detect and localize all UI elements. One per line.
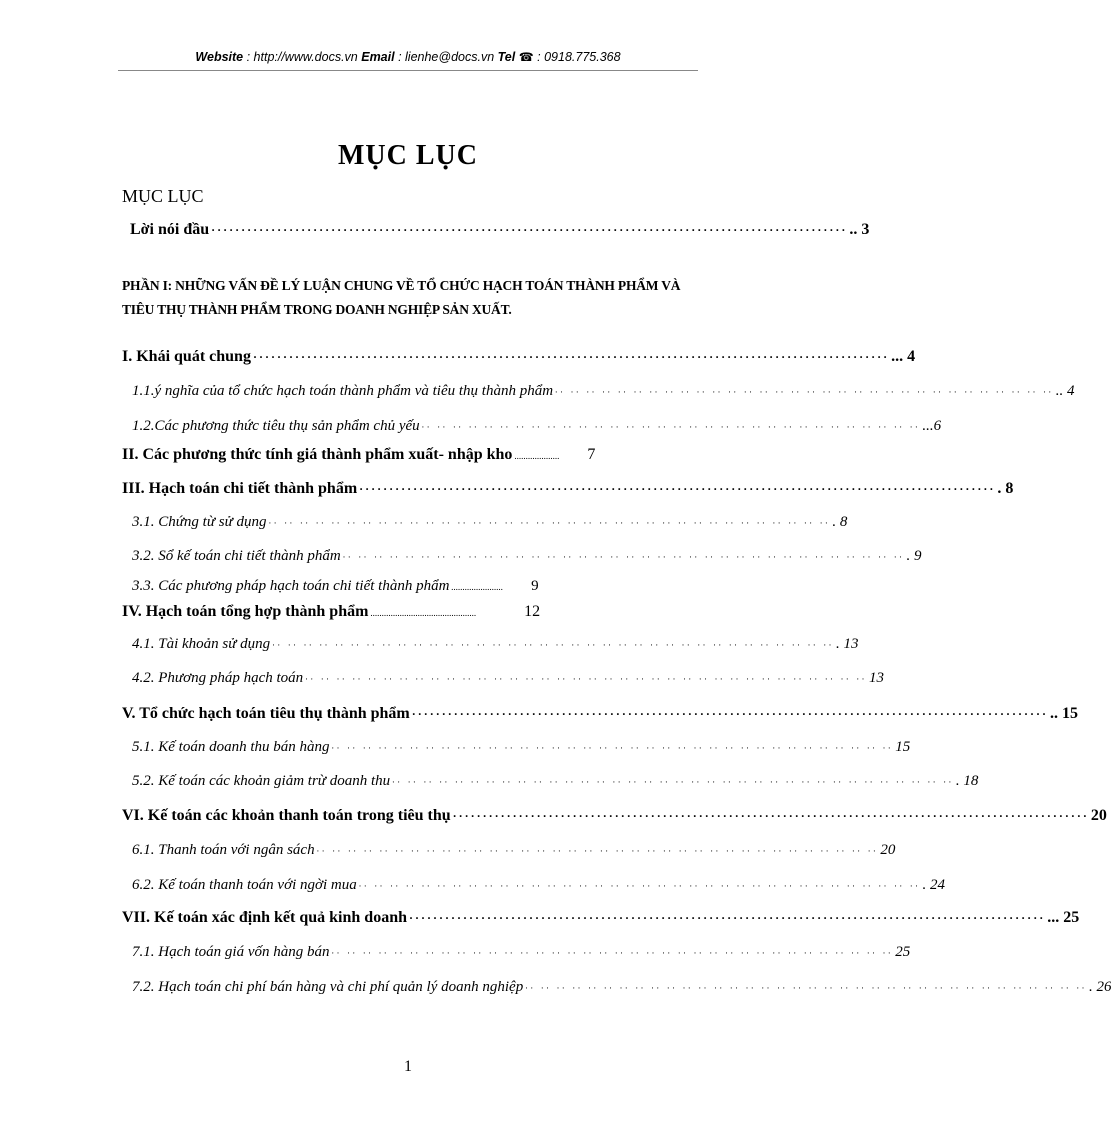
toc-leader: ·· ·· ·· ·· ·· ·· ·· ·· ·· ·· ·· ·· ·· ·· ·· ·· ·· ·· ·· ·· ·· ·· ·· ·· ·· ·· ·· ·· ·· ·· ·· ·· ·· ·· ·· ·· xyxy=(331,948,894,958)
toc-leader: ·········································································································· xyxy=(211,223,848,237)
website-value: : http://www.docs.vn xyxy=(243,50,362,64)
toc-entry-text: III. Hạch toán chi tiết thành phẩm xyxy=(122,480,358,497)
toc-entry-section-2[interactable] xyxy=(122,443,692,467)
email-label: Email xyxy=(361,50,395,64)
toc-leader: ............................................... xyxy=(370,608,477,618)
toc-entry-4-2[interactable] xyxy=(132,666,884,690)
phone-icon: ☎ xyxy=(518,50,534,64)
toc-leader: ·· ·· ·· ·· ·· ·· ·· ·· ·· ·· ·· ·· ·· ·· ·· ·· ·· ·· ·· ·· ·· ·· ·· ·· ·· ·· ·· ·· ·· ·· ·· ·· ·· ·· ·· ·· xyxy=(342,552,905,562)
toc-entry-text: 1.2.Các phương thức tiêu thụ sản phẩm chủ yếu xyxy=(132,418,420,434)
toc-entry-section-3[interactable] xyxy=(122,477,1014,501)
toc-entry-page: . 9 xyxy=(906,548,922,564)
toc-entry-6-2[interactable] xyxy=(132,873,946,897)
page-header xyxy=(118,50,698,64)
tel-value: : 0918.775.368 xyxy=(533,50,621,64)
toc-entry-text: 3.2. Sổ kế toán chi tiết thành phẩm xyxy=(132,548,341,564)
toc-entry-text: 5.2. Kế toán các khoản giảm trừ doanh thu xyxy=(132,773,391,789)
toc-entry-page: 20 xyxy=(880,842,896,858)
toc-entry-text: 3.3. Các phương pháp hạch toán chi tiết thành phẩm xyxy=(132,578,450,594)
toc-entry-7-1[interactable] xyxy=(132,940,911,964)
toc-leader: ·· ·· ·· ·· ·· ·· ·· ·· ·· ·· ·· ·· ·· ·· ·· ·· ·· ·· ·· ·· ·· ·· ·· ·· ·· ·· ·· ·· ·· ·· ·· ·· ·· ·· ·· ·· xyxy=(272,640,834,650)
toc-leader: ·········································································································· xyxy=(408,911,1046,925)
toc-entry-text: V. Tổ chức hạch toán tiêu thụ thành phẩm xyxy=(122,705,410,722)
toc-entry-text: 5.1. Kế toán doanh thu bán hàng xyxy=(132,739,330,755)
email-value: : lienhe@docs.vn xyxy=(394,50,498,64)
toc-entry-section-1[interactable] xyxy=(122,345,916,369)
toc-entry-text: 3.1. Chứng từ sử dụng xyxy=(132,514,267,530)
toc-leader: .................... xyxy=(514,451,560,461)
toc-entry-page: 12 xyxy=(524,603,541,620)
toc-entry-1-1[interactable] xyxy=(132,379,1075,403)
toc-leader: ·········································································································· xyxy=(411,707,1048,721)
toc-leader: ·········································································································· xyxy=(452,809,1089,823)
toc-entry-page: 25 xyxy=(895,944,911,960)
toc-entry-page: . 8 xyxy=(832,514,848,530)
header-divider xyxy=(118,70,698,71)
toc-entry-text: II. Các phương thức tính giá thành phẩm xuất- nhập kho xyxy=(122,446,513,463)
toc-leader: ·· ·· ·· ·· ·· ·· ·· ·· ·· ·· ·· ·· ·· ·· ·· ·· ·· ·· ·· ·· ·· ·· ·· ·· ·· ·· ·· ·· ·· ·· ·· ·· xyxy=(421,422,921,432)
toc-leader: ....................... xyxy=(451,582,504,592)
toc-entry-5-2[interactable] xyxy=(132,769,979,793)
toc-entry-text: 4.2. Phương pháp hạch toán xyxy=(132,670,304,686)
website-label: Website xyxy=(195,50,244,64)
toc-entry-page: .. 3 xyxy=(849,221,870,238)
toc-entry-text: Lời nói đầu xyxy=(130,221,210,238)
toc-entry-page: . 8 xyxy=(997,480,1014,497)
toc-entry-4-1[interactable] xyxy=(132,632,859,656)
toc-leader: ·· ·· ·· ·· ·· ·· ·· ·· ·· ·· ·· ·· ·· ·· ·· ·· ·· ·· ·· ·· ·· ·· ·· ·· ·· ·· ·· ·· ·· ·· ·· ·· ·· ·· ·· ·· xyxy=(305,674,867,684)
toc-entry-page: 13 xyxy=(868,670,884,686)
toc-entry-page: 7 xyxy=(587,446,596,463)
toc-entry-3-3[interactable] xyxy=(132,574,692,598)
toc-entry-page: . 26 xyxy=(1088,979,1111,995)
toc-entry-page: ...6 xyxy=(922,418,942,434)
tel-label: Tel xyxy=(497,50,516,64)
toc-entry-5-1[interactable] xyxy=(132,735,911,759)
toc-leader: ·· ·· ·· ·· ·· ·· ·· ·· ·· ·· ·· ·· ·· ·· ·· ·· ·· ·· ·· ·· ·· ·· ·· ·· ·· ·· ·· ·· ·· ·· ·· ·· ·· ·· ·· ·· xyxy=(331,743,894,753)
toc-leader: ·· ·· ·· ·· ·· ·· ·· ·· ·· ·· ·· ·· ·· ·· ·· ·· ·· ·· ·· ·· ·· ·· ·· ·· ·· ·· ·· ·· ·· ·· ·· ·· ·· ·· ·· ·· xyxy=(525,983,1087,993)
toc-leader: ·········································································································· xyxy=(359,482,996,496)
toc-entry-text: 7.1. Hạch toán giá vốn hàng bán xyxy=(132,944,330,960)
toc-entry-section-5[interactable] xyxy=(122,702,1078,726)
toc-leader: ·· ·· ·· ·· ·· ·· ·· ·· ·· ·· ·· ·· ·· ·· ·· ·· ·· ·· ·· ·· ·· ·· ·· ·· ·· ·· ·· ·· ·· ·· ·· ·· xyxy=(555,387,1054,397)
toc-entry-section-7[interactable] xyxy=(122,906,1080,930)
toc-leader: ·· ·· ·· ·· ·· ·· ·· ·· ·· ·· ·· ·· ·· ·· ·· ·· ·· ·· ·· ·· ·· ·· ·· ·· ·· ·· ·· ·· ·· ·· ·· ·· ·· ·· ·· ·· xyxy=(392,777,954,787)
toc-entry-text: 6.2. Kế toán thanh toán với ngời mua xyxy=(132,877,357,893)
toc-entry-page: 15 xyxy=(895,739,911,755)
toc-entry-text: 1.1.ý nghĩa của tổ chức hạch toán thành phẩm và tiêu thụ thành phẩm xyxy=(132,383,554,399)
toc-entry-text: VI. Kế toán các khoản thanh toán trong tiêu thụ xyxy=(122,807,451,824)
toc-entry-text: IV. Hạch toán tổng hợp thành phẩm xyxy=(122,603,369,620)
toc-leader: ·· ·· ·· ·· ·· ·· ·· ·· ·· ·· ·· ·· ·· ·· ·· ·· ·· ·· ·· ·· ·· ·· ·· ·· ·· ·· ·· ·· ·· ·· ·· ·· ·· ·· ·· ·· xyxy=(316,846,879,856)
toc-heading: MỤC LỤC xyxy=(122,186,204,206)
toc-entry-text: I. Khái quát chung xyxy=(122,348,251,365)
toc-leader: ·········································································································· xyxy=(252,350,890,364)
toc-entry-7-2[interactable] xyxy=(132,975,1111,999)
toc-entry-text: VII. Kế toán xác định kết quả kinh doanh xyxy=(122,909,407,926)
toc-entry-page: 20 xyxy=(1090,807,1107,824)
toc-entry-section-6[interactable] xyxy=(122,804,1107,828)
toc-entry-section-4[interactable] xyxy=(122,600,692,624)
toc-entry-page: ... 4 xyxy=(891,348,916,365)
toc-leader: ·· ·· ·· ·· ·· ·· ·· ·· ·· ·· ·· ·· ·· ·· ·· ·· ·· ·· ·· ·· ·· ·· ·· ·· ·· ·· ·· ·· ·· ·· ·· ·· ·· ·· ·· ·· xyxy=(268,518,831,528)
toc-entry-page: .. 4 xyxy=(1055,383,1075,399)
toc-entry-6-1[interactable] xyxy=(132,838,896,862)
toc-entry-page: .. 15 xyxy=(1049,705,1078,722)
part-heading: PHẦN I: NHỮNG VẤN ĐỀ LÝ LUẬN CHUNG VỀ TỔ CHỨC HẠCH TOÁN THÀNH PHẨM VÀ TIÊU THỤ THÀNH PHẨM TRONG DOANH NGHIỆP SẢN XUẤT. xyxy=(122,278,681,317)
toc-entry-page: ... 25 xyxy=(1047,909,1080,926)
toc-entry-text: 6.1. Thanh toán với ngân sách xyxy=(132,842,315,858)
toc-entry-page: . 24 xyxy=(922,877,946,893)
page-number: 1 xyxy=(404,1058,412,1075)
toc-entry-page: . 13 xyxy=(835,636,859,652)
toc-entry-3-1[interactable] xyxy=(132,510,848,534)
toc-leader: ·· ·· ·· ·· ·· ·· ·· ·· ·· ·· ·· ·· ·· ·· ·· ·· ·· ·· ·· ·· ·· ·· ·· ·· ·· ·· ·· ·· ·· ·· ·· ·· ·· ·· ·· ·· xyxy=(358,881,921,891)
toc-entry-3-2[interactable] xyxy=(132,544,922,568)
toc-entry-text: 4.1. Tài khoản sử dụng xyxy=(132,636,271,652)
toc-entry-preface[interactable] xyxy=(130,218,870,242)
toc-entry-page: 9 xyxy=(531,578,539,594)
toc-entry-1-2[interactable] xyxy=(132,414,942,438)
toc-entry-page: . 18 xyxy=(955,773,979,789)
page-title: MỤC LỤC xyxy=(338,140,478,171)
toc-entry-text: 7.2. Hạch toán chi phí bán hàng và chi phí quản lý doanh nghiệp xyxy=(132,979,524,995)
